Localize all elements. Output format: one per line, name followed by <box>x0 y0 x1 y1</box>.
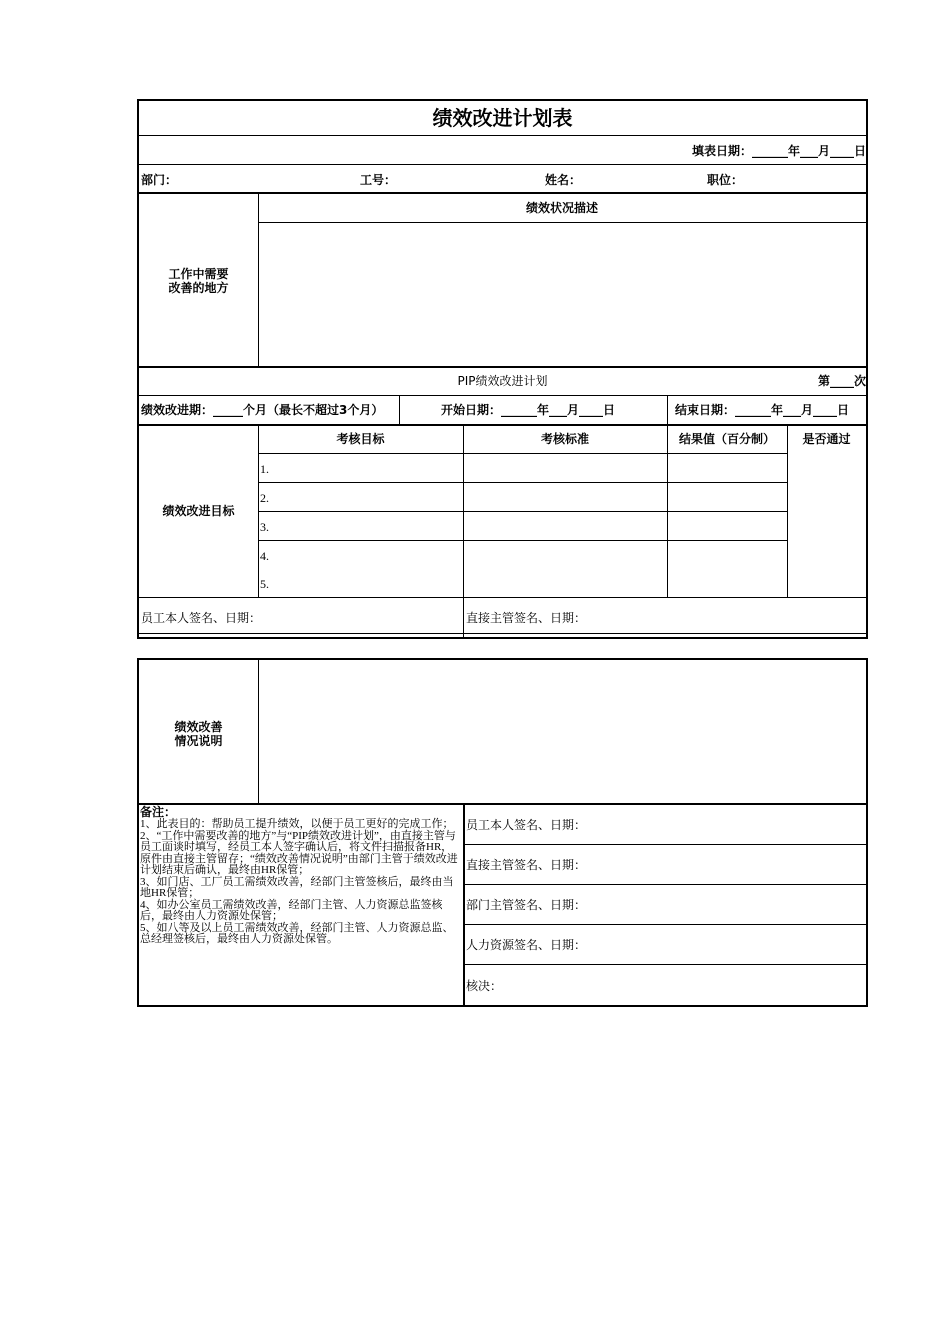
performance-desc-header: 绩效状况描述 <box>525 201 598 215</box>
col-standard-header: 考核标准 <box>540 432 589 446</box>
approval-label: 核决： <box>466 979 503 993</box>
divider <box>667 395 668 424</box>
employee-sign-label: 员工本人签名、日期： <box>466 818 587 832</box>
divider <box>464 964 866 965</box>
divider <box>139 395 866 396</box>
hr-sign-label: 人力资源签名、日期： <box>466 938 587 952</box>
divider <box>667 424 668 597</box>
notes-block <box>140 805 463 946</box>
improvement-review-form <box>137 658 868 1007</box>
note-item: 1、此表目的：帮助员工提升绩效，以便于员工更好的完成工作； <box>140 818 454 830</box>
divider <box>787 424 788 597</box>
goal-section-label: 绩效改进目标 <box>162 504 235 518</box>
employee-no-label: 工号： <box>360 173 397 187</box>
note-item: 5、如八等及以上员工需绩效改善，经部门主管、人力资源总监、总经理签核后，最终由人力资源处保管。 <box>140 921 454 945</box>
improve-area-label: 工作中需要 改善的地方 <box>168 267 229 295</box>
note-item: 3、如门店、工厂员工需绩效改善，经部门主管签核后，最终由当地HR保管； <box>140 875 454 899</box>
divider <box>464 884 866 885</box>
divider <box>258 540 787 541</box>
fill-date-field[interactable]: 填表日期：______年___月____日 <box>691 144 866 158</box>
notes-title: 备注： <box>140 805 177 819</box>
supervisor-sign-label: 直接主管签名、日期： <box>466 858 587 872</box>
divider <box>139 164 866 165</box>
divider <box>464 924 866 925</box>
goal-row-number: 3. <box>260 520 269 534</box>
employee-sign-label: 员工本人签名、日期： <box>141 611 262 625</box>
divider <box>399 395 400 424</box>
performance-improvement-form <box>137 99 868 639</box>
note-item: 2、“工作中需要改善的地方”与“PIP绩效改进计划”，由直接主管与员工面谈时填写，经员工本人签字确认后，将文件扫描报备HR，原件由直接主管留存；“绩效改善情况说明”由部门主管于绩效改进计划结束后确认，最终由HR保管； <box>140 829 458 876</box>
start-date-field[interactable]: 开始日期：______年___月____日 <box>441 403 616 417</box>
divider <box>139 597 866 598</box>
goal-row-number: 2. <box>260 491 269 505</box>
divider <box>139 192 866 194</box>
divider <box>463 424 464 637</box>
position-label: 职位： <box>707 173 744 187</box>
pip-count-field[interactable]: 第____次 <box>817 374 866 388</box>
end-date-field[interactable]: 结束日期：______年___月____日 <box>675 403 850 417</box>
divider <box>463 803 465 1005</box>
divider <box>258 424 259 597</box>
name-label: 姓名： <box>545 173 582 187</box>
performance-desc-area[interactable] <box>259 223 866 365</box>
col-pass-header: 是否通过 <box>802 432 851 446</box>
divider <box>139 366 866 368</box>
divider <box>464 844 866 845</box>
note-item: 4、如办公室员工需绩效改善，经部门主管、人力资源总监签核后，最终由人力资源处保管； <box>140 898 443 922</box>
situation-desc-area[interactable] <box>259 660 866 802</box>
divider <box>139 135 866 136</box>
divider <box>139 424 866 426</box>
divider <box>258 482 787 483</box>
pip-header: PIP绩效改进计划 <box>457 374 548 388</box>
col-result-header: 结果值（百分制） <box>678 432 775 446</box>
goal-row-number: 5. <box>260 577 269 591</box>
goal-row-number: 4. <box>260 549 269 563</box>
divider <box>258 511 787 512</box>
goal-row-number: 1. <box>260 462 269 476</box>
department-label: 部门： <box>141 173 178 187</box>
situation-label: 绩效改善 情况说明 <box>174 720 223 748</box>
supervisor-sign-label: 直接主管签名、日期： <box>466 611 587 625</box>
pip-period-field[interactable]: 绩效改进期：_____个月（最长不超过3个月） <box>141 403 384 417</box>
divider <box>139 633 866 634</box>
form-title: 绩效改进计划表 <box>432 106 573 130</box>
divider <box>258 453 787 454</box>
col-goal-header: 考核目标 <box>336 432 385 446</box>
dept-head-sign-label: 部门主管签名、日期： <box>466 898 587 912</box>
